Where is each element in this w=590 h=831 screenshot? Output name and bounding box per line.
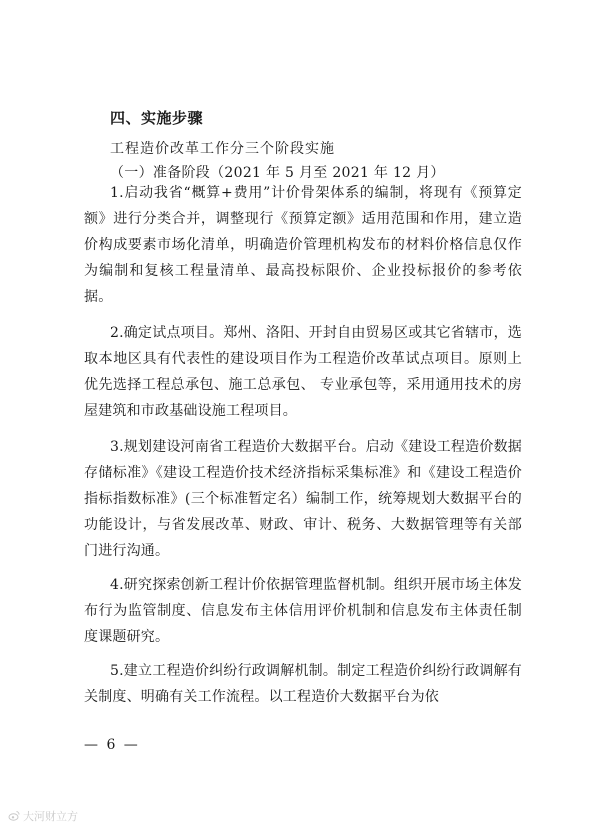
- paragraph-5: 5.建立工程造价纠纷行政调解机制。制定工程造价纠纷行政调解有关制度、明确有关工作流程。以工程造价大数据平台为依: [84, 663, 522, 705]
- intro-line: 工程造价改革工作分三个阶段实施: [110, 141, 335, 157]
- paragraph-4: 4.研究探索创新工程计价依据管理监督机制。组织开展市场主体发布行为监管制度、信息发布主体信用评价机制和信息发布主体责任制度课题研究。: [84, 577, 522, 645]
- paragraph-1: 1.启动我省“概算+费用”计价骨架体系的编制，将现有《预算定额》进行分类合并，调整现行《预算定额》适用范围和作用，建立造价构成要素市场化清单，明确造价管理机构发布的材料价格信息仅作为编制和复核工程量清单、最高投标限价、企业投标报价的参考依据。: [84, 185, 522, 305]
- page-number: — 6 —: [84, 737, 140, 753]
- subsection-heading: （一）准备阶段（2021 年 5 月至 2021 年 12 月）: [110, 165, 445, 181]
- paragraph-3: 3.规划建设河南省工程造价大数据平台。启动《建设工程造价数据存储标准》《建设工程造价技术经济指标采集标准》和《建设工程造价指标指数标准》(三个标准暂定名）编制工作，统筹规划大数据平台的功能设计，与省发展改革、财政、审计、税务、大数据管理等有关部门进行沟通。: [84, 439, 522, 559]
- watermark: [8, 808, 78, 824]
- section-heading: 四、实施步骤: [110, 109, 204, 127]
- paragraph-2: 2.确定试点项目。郑州、洛阳、开封自由贸易区或其它省辖市，选取本地区具有代表性的建设项目作为工程造价改革试点项目。原则上优先选择工程总承包、施工总承包、 专业承包等，采用通用技术的房屋建筑和市政基础设施工程项目。: [84, 325, 522, 419]
- weibo-icon: [8, 810, 20, 822]
- watermark-text: 大河财立方: [23, 810, 78, 823]
